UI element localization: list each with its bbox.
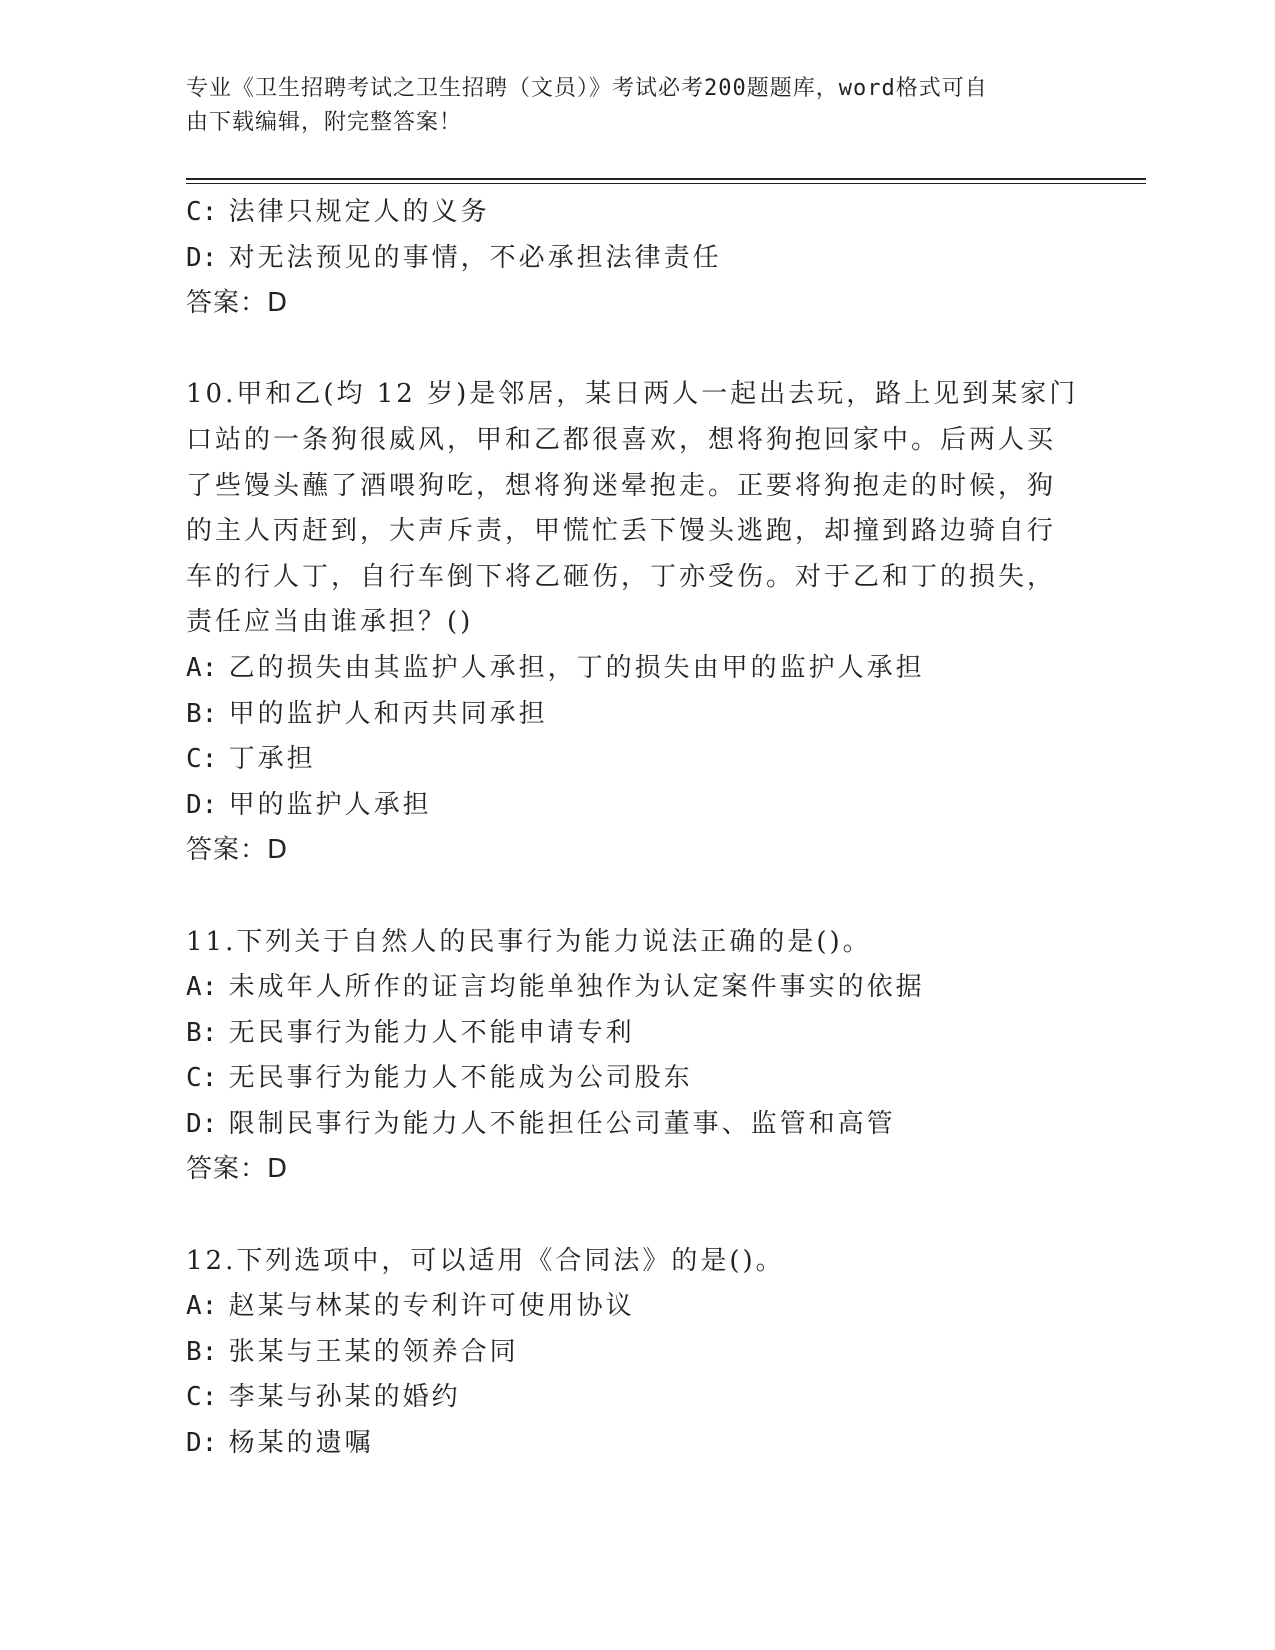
option-a: A: 未成年人所作的证言均能单独作为认定案件事实的依据 [186,972,925,1003]
header-line-2: 由下载编辑，附完整答案！ [186,110,463,135]
document-header [186,72,1066,140]
option-a: A: 乙的损失由其监护人承担，丁的损失由甲的监护人承担 [186,652,925,683]
option-a: A: 赵某与林某的专利许可使用协议 [186,1291,635,1322]
option-d: D: 杨某的遗嘱 [186,1428,374,1459]
option-c: C: 无民事行为能力人不能成为公司股东 [186,1063,693,1094]
header-rule-thin [186,183,1146,184]
question-text-line: 责任应当由谁承担？() [186,607,474,638]
question-12 [186,1239,1066,1467]
question-text-line: 了些馒头蘸了酒喂狗吃，想将狗迷晕抱走。正要将狗抱走的时候，狗 [186,470,1057,501]
answer-line: 答案：D [186,288,289,319]
question-10 [186,372,1079,874]
question-text-line: 12.下列选项中，可以适用《合同法》的是()。 [186,1245,785,1276]
answer-line: 答案：D [186,835,289,866]
question-11 [186,920,1066,1194]
question-9-tail [186,190,1066,327]
option-b: B: 无民事行为能力人不能申请专利 [186,1017,635,1048]
option-c: C: 丁承担 [186,744,316,775]
header-rule-thick [186,178,1146,180]
question-text-line: 11.下列关于自然人的民事行为能力说法正确的是()。 [186,926,872,957]
question-text-line: 的主人丙赶到，大声斥责，甲慌忙丢下馒头逃跑，却撞到路边骑自行 [186,516,1057,547]
question-text-line: 车的行人丁，自行车倒下将乙砸伤，丁亦受伤。对于乙和丁的损失， [186,561,1057,592]
header-line-1: 专业《卫生招聘考试之卫生招聘（文员）》考试必考200题题库，word格式可自 [186,76,988,101]
question-text-line: 口站的一条狗很威风，甲和乙都很喜欢，想将狗抱回家中。后两人买 [186,424,1057,455]
option-b: B: 张某与王某的领养合同 [186,1336,519,1367]
question-text-line: 10.甲和乙(均 12 岁)是邻居，某日两人一起出去玩，路上见到某家门 [186,379,1079,410]
answer-line: 答案：D [186,1154,289,1185]
option-d: D: 甲的监护人承担 [186,789,432,820]
option-b: B: 甲的监护人和丙共同承担 [186,698,548,729]
option-d: D: 对无法预见的事情，不必承担法律责任 [186,242,722,273]
option-d: D: 限制民事行为能力人不能担任公司董事、监管和高管 [186,1108,896,1139]
option-c: C: 李某与孙某的婚约 [186,1382,461,1413]
option-c: C: 法律只规定人的义务 [186,197,490,227]
document-body [186,190,1079,1467]
